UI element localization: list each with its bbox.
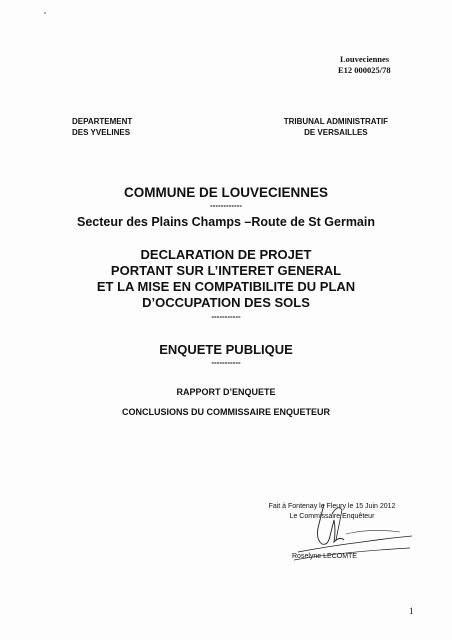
case-reference: E12 000025/78 (338, 65, 391, 75)
department-line-1: DEPARTEMENT (72, 117, 133, 126)
scan-speck (44, 12, 46, 14)
declaration-line-1: DECLARATION DE PROJET (140, 247, 312, 262)
commune-title: COMMUNE DE LOUVECIENNES (123, 185, 329, 200)
declaration-line-4: D’OCCUPATION DES SOLS (142, 295, 310, 310)
declaration-line-3: ET LA MISE EN COMPATIBILITE DU PLAN (96, 279, 356, 294)
separator-3: ----------- (211, 358, 241, 367)
department-line-2: DES YVELINES (72, 128, 131, 137)
declaration-title (0, 247, 452, 311)
reference-block (338, 54, 391, 76)
separator-1: ------------ (210, 201, 242, 210)
tribunal-line-1: TRIBUNAL ADMINISTRATIF (283, 117, 388, 126)
town-name: Louveciennes (340, 54, 390, 64)
department-block (72, 116, 132, 138)
signatory-name: Roselyne LECOMTE (292, 553, 357, 560)
page-number: 1 (409, 606, 414, 616)
declaration-line-2: PORTANT SUR L’INTERET GENERAL (110, 263, 342, 278)
rapport-title: RAPPORT D’ENQUETE (176, 387, 276, 397)
tribunal-line-2: DE VERSAILLES (304, 128, 368, 137)
separator-2: ----------- (211, 312, 241, 321)
signatory-role: Le Commissaire Enquêteur (289, 513, 375, 520)
conclusions-title: CONCLUSIONS DU COMMISSAIRE ENQUETEUR (121, 407, 330, 417)
place-date: Fait à Fontenay le Fleury le 15 Juin 2012 (268, 503, 396, 510)
sector-title: Secteur des Plains Champs –Route de St Germain (76, 215, 375, 229)
enquete-title: ENQUETE PUBLIQUE (159, 342, 293, 357)
tribunal-block (284, 116, 388, 138)
